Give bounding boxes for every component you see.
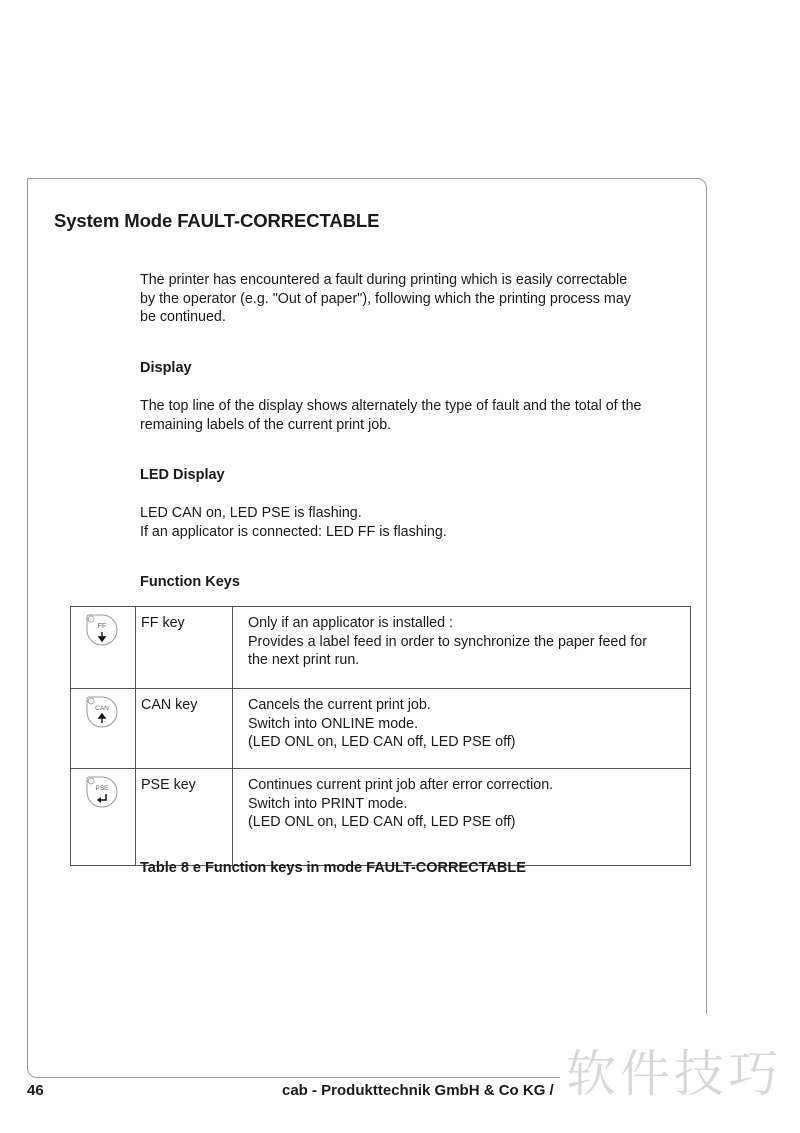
description-line: (LED ONL on, LED CAN off, LED PSE off) [248,734,516,750]
icon-cell [71,607,136,689]
key-name: PSE key [136,769,233,866]
description-line: the next print run. [248,652,360,668]
description-line: (LED ONL on, LED CAN off, LED PSE off) [248,814,516,830]
key-description [233,769,691,866]
display-heading: Display [140,360,192,376]
icon-cell [71,689,136,769]
key-icon-label: CAN [95,705,109,712]
pse-key-icon [85,775,119,809]
description-line: Provides a label feed in order to synchronize the paper feed for [248,633,647,650]
key-name: CAN key [136,689,233,769]
intro-line: by the operator (e.g. "Out of paper"), following which the printing process may [140,290,631,307]
key-icon-label: PSE [95,785,109,792]
description-line: Switch into ONLINE mode. [248,715,419,732]
description-line: Switch into PRINT mode. [248,795,408,812]
intro-paragraph [140,271,700,327]
description-line: Only if an applicator is installed : [248,615,454,631]
description-line: Continues current print job after error correction. [248,777,554,793]
can-key-icon [85,695,119,729]
intro-line: The printer has encountered a fault during printing which is easily correctable [140,272,628,288]
key-description [233,607,691,689]
table-row [71,769,691,866]
footer-company: cab - Produkttechnik GmbH & Co KG / [282,1082,554,1099]
page-number: 46 [27,1082,44,1099]
led-display-heading: LED Display [140,467,225,483]
page-title: System Mode FAULT-CORRECTABLE [54,210,380,231]
table-row [71,689,691,769]
key-name: FF key [136,607,233,689]
led-display-paragraph [140,504,700,541]
table-caption: Table 8 e Function keys in mode FAULT-CORRECTABLE [140,860,526,876]
display-line: remaining labels of the current print job. [140,416,392,433]
watermark: 软件技巧 [566,1034,782,1106]
icon-cell [71,769,136,866]
table-row [71,607,691,689]
key-description [233,689,691,769]
led-line: LED CAN on, LED PSE is flashing. [140,505,362,521]
display-paragraph [140,397,700,434]
function-keys-table [70,606,691,866]
display-line: The top line of the display shows alternately the type of fault and the total of the [140,398,642,414]
key-icon-label: FF [97,623,107,630]
intro-line: be continued. [140,309,226,325]
description-line: Cancels the current print job. [248,697,431,713]
function-keys-heading: Function Keys [140,574,240,590]
led-line: If an applicator is connected: LED FF is flashing. [140,523,447,540]
ff-key-icon [85,613,119,647]
